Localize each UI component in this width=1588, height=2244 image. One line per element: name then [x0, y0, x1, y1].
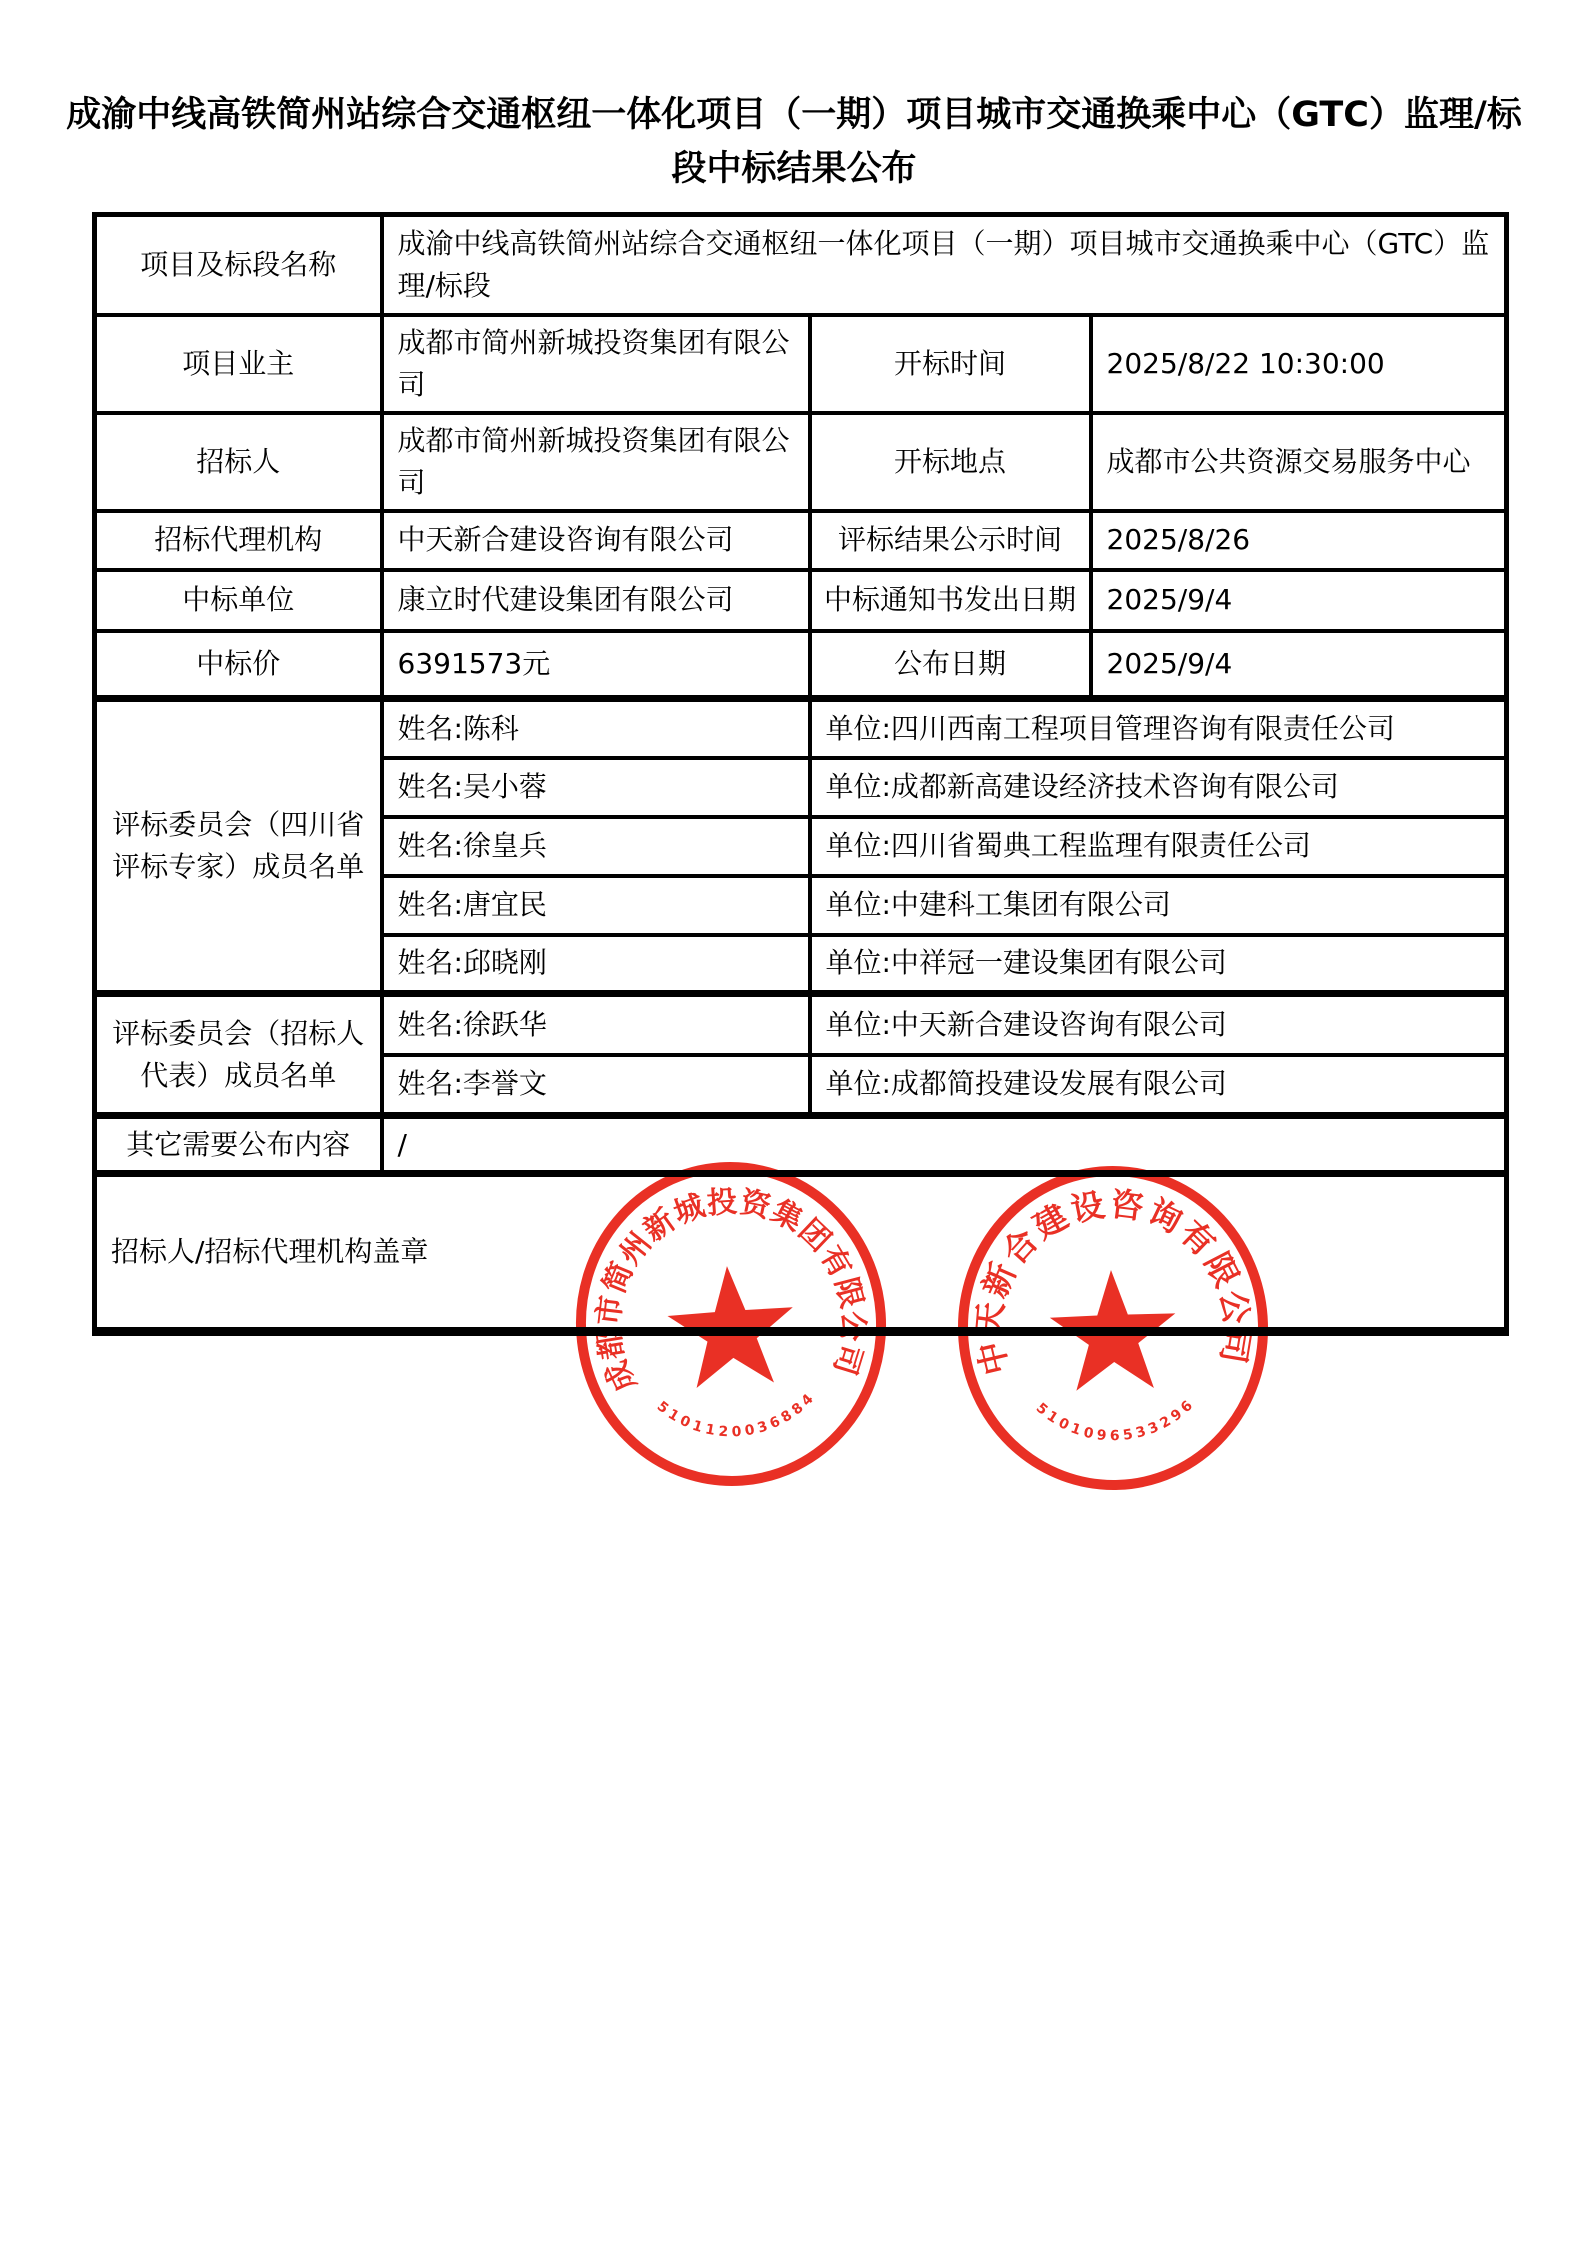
owner-committee-label: [95, 994, 382, 1116]
expert-unit: 单位:成都新高建设经济技术咨询有限公司: [810, 758, 1507, 817]
expert-unit: 单位:中建科工集团有限公司: [810, 876, 1507, 935]
open-place-value: 成都市公共资源交易服务中心: [1091, 413, 1507, 511]
notice-date-value: 2025/9/4: [1091, 570, 1507, 631]
expert-committee-label: [95, 699, 382, 994]
agency-label: 招标代理机构: [95, 511, 382, 570]
table-row-rep-1: [95, 994, 1507, 1055]
expert-unit: 单位:四川西南工程项目管理咨询有限责任公司: [810, 699, 1507, 758]
seal-serial-text: [1032, 1395, 1200, 1447]
open-time-label: 开标时间: [810, 315, 1091, 413]
seal-serial-text: [653, 1388, 822, 1446]
publish-date-label: 公布日期: [810, 631, 1091, 699]
expert-unit: 单位:四川省蜀典工程监理有限责任公司: [810, 817, 1507, 876]
expert-name: 姓名:吴小蓉: [382, 758, 810, 817]
open-place-label: 开标地点: [810, 413, 1091, 511]
result-publicity-label: 评标结果公示时间: [810, 511, 1091, 570]
agency-value: 中天新合建设咨询有限公司: [382, 511, 810, 570]
expert-unit: 单位:中祥冠一建设集团有限公司: [810, 935, 1507, 994]
owner-value: 成都市简州新城投资集团有限公司: [382, 315, 810, 413]
owner-committee-label-text: 评标委员会（招标人代表）成员名单: [112, 1016, 365, 1092]
price-label: 中标价: [95, 631, 382, 699]
tenderer-value: 成都市简州新城投资集团有限公司: [382, 413, 810, 511]
table-row-winner: [95, 570, 1507, 631]
seal-company-textpath: 成都市简州新城投资集团有限公司: [591, 1184, 871, 1398]
project-section-label: 项目及标段名称: [95, 215, 382, 315]
tenderer-label: 招标人: [95, 413, 382, 511]
winner-label: 中标单位: [95, 570, 382, 631]
table-row-price: [95, 631, 1507, 699]
expert-name: 姓名:徐皇兵: [382, 817, 810, 876]
notice-date-label: 中标通知书发出日期: [810, 570, 1091, 631]
table-row-agency: [95, 511, 1507, 570]
seal-serial-textpath: 5101120036884: [653, 1388, 820, 1441]
price-value: 6391573元: [382, 631, 810, 699]
owner-label: 项目业主: [95, 315, 382, 413]
other-content-label: 其它需要公布内容: [95, 1116, 382, 1174]
winner-value: 康立时代建设集团有限公司: [382, 570, 810, 631]
seal-serial-textpath: 5101096533296: [1032, 1395, 1199, 1445]
expert-name: 姓名:陈科: [382, 699, 810, 758]
page-title: 成渝中线高铁简州站综合交通枢纽一体化项目（一期）项目城市交通换乘中心（GTC）监理/标段中标结果公布: [66, 95, 1522, 190]
seal-company-textpath: 中天新合建设咨询有限公司: [968, 1183, 1258, 1379]
result-publicity-value: 2025/8/26: [1091, 511, 1507, 570]
expert-committee-label-text: 评标委员会（四川省评标专家）成员名单: [112, 808, 365, 883]
other-content-value: /: [382, 1116, 1507, 1174]
seal-row-label: 招标人/招标代理机构盖章: [95, 1174, 1507, 1332]
expert-name: 姓名:唐宜民: [382, 876, 810, 935]
rep-unit: 单位:成都简投建设发展有限公司: [810, 1055, 1507, 1116]
rep-name: 姓名:徐跃华: [382, 994, 810, 1055]
publish-date-value: 2025/9/4: [1091, 631, 1507, 699]
rep-name: 姓名:李誉文: [382, 1055, 810, 1116]
open-time-value: 2025/8/22 10:30:00: [1091, 315, 1507, 413]
table-row-project: [95, 215, 1507, 315]
table-row-tenderer: [95, 413, 1507, 511]
table-row-other: [95, 1116, 1507, 1174]
table-row-owner: [95, 315, 1507, 413]
project-section-value: 成渝中线高铁简州站综合交通枢纽一体化项目（一期）项目城市交通换乘中心（GTC）监理/标段: [382, 215, 1507, 315]
rep-unit: 单位:中天新合建设咨询有限公司: [810, 994, 1507, 1055]
bid-result-table: [92, 212, 1509, 1336]
table-row-expert-1: [95, 699, 1507, 758]
expert-name: 姓名:邱晓刚: [382, 935, 810, 994]
table-row-seal: [95, 1174, 1507, 1332]
